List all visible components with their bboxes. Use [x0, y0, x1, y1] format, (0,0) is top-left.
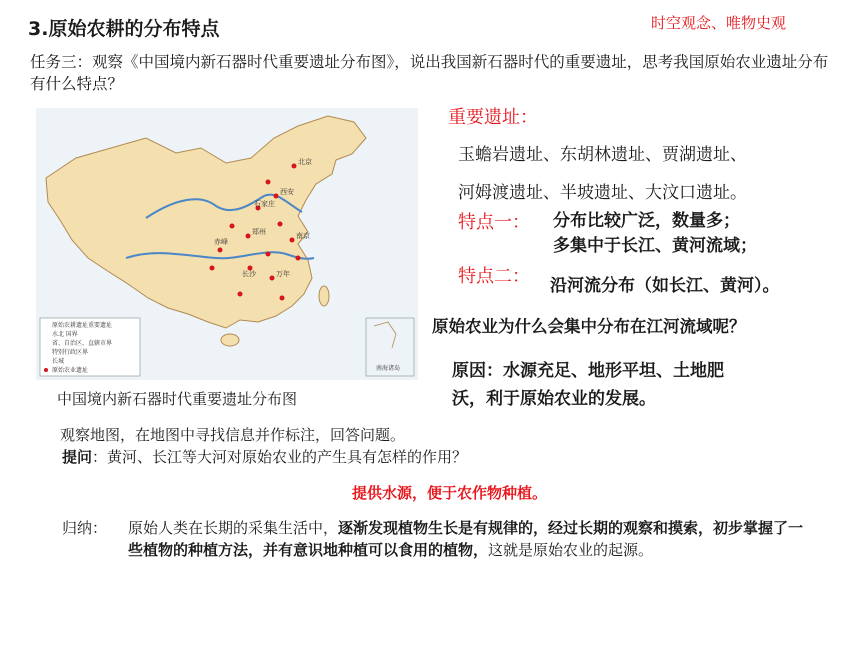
section-title: 3.原始农耕的分布特点	[28, 18, 220, 40]
map-graphic	[36, 108, 418, 380]
map-legend-2: 特别行政区界	[52, 350, 89, 356]
map-legend-0: 水北 国界	[52, 332, 78, 338]
feature1-text	[553, 209, 757, 259]
feature1-line-1: 分布比较广泛，数量多；	[553, 211, 740, 231]
observe-instruction: 观察地图，在地图中寻找信息并作标注，回答问题。	[60, 426, 406, 444]
map-label-7: 万年	[276, 271, 290, 278]
map-label-5: 南京	[296, 233, 310, 240]
ask-text: ：黄河、长江等大河对原始农业的产生具有怎样的作用？	[92, 448, 468, 466]
answer-text: 提供水源，便于农作物种植。	[352, 484, 548, 502]
ask-line	[62, 446, 467, 467]
map-legend-title: 原始农耕遗址重要遗址	[52, 323, 113, 329]
map-legend-4: 原始农业遗址	[52, 368, 89, 374]
feature1-label: 特点一：	[458, 212, 530, 233]
map-caption: 中国境内新石器时代重要遗址分布图	[57, 390, 298, 408]
map-label-4: 郑州	[252, 229, 266, 236]
feature2-label: 特点二：	[458, 266, 530, 287]
competency-tag: 时空观念、唯物史观	[651, 14, 787, 32]
summary-part-2: 逐渐发现植物生长是有规律的，经过长期的观察和摸索，初步掌握了一些植物的种植方法，并有意识地种植可以食用的植物，	[128, 519, 804, 559]
summary-label: 归纳：	[62, 519, 108, 537]
map-inset-label: 南海诸岛	[376, 366, 401, 372]
map-label-6: 长沙	[242, 271, 256, 278]
reason-text	[452, 357, 724, 413]
feature1-line-2: 多集中于长江、黄河流域；	[553, 236, 757, 256]
sites-heading: 重要遗址：	[448, 107, 538, 128]
reason-line-1: 原因：水源充足、地形平坦、土地肥	[452, 361, 724, 381]
question-text: 原始农业为什么会集中分布在江河流域呢？	[432, 317, 746, 336]
feature2-text: 沿河流分布（如长江、黄河）。	[550, 276, 780, 296]
summary-text	[128, 517, 808, 561]
sites-line-1: 玉蟾岩遗址、东胡林遗址、贾湖遗址、	[458, 145, 747, 165]
china-map	[36, 108, 418, 380]
map-legend-1: 省、自治区、直辖市界	[52, 341, 113, 347]
map-label-0: 北京	[298, 159, 312, 166]
map-label-2: 赤峰	[214, 239, 228, 246]
summary-part-1: 原始人类在长期的采集生活中，	[128, 519, 339, 537]
map-label-3: 石家庄	[254, 201, 275, 208]
map-legend-3: 长城	[52, 359, 65, 365]
summary-part-3: 这就是原始农业的起源。	[488, 541, 654, 559]
sites-line-2: 河姆渡遗址、半坡遗址、大汶口遗址。	[458, 183, 747, 203]
sites-list	[458, 136, 747, 212]
map-label-1: 西安	[280, 189, 294, 196]
task-prompt: 任务三：观察《中国境内新石器时代重要遗址分布图》，说出我国新石器时代的重要遗址，思考我国原始农业遗址分布有什么特点？	[30, 53, 829, 93]
reason-line-2: 沃，利于原始农业的发展。	[452, 389, 656, 409]
ask-label: 提问	[62, 448, 93, 466]
